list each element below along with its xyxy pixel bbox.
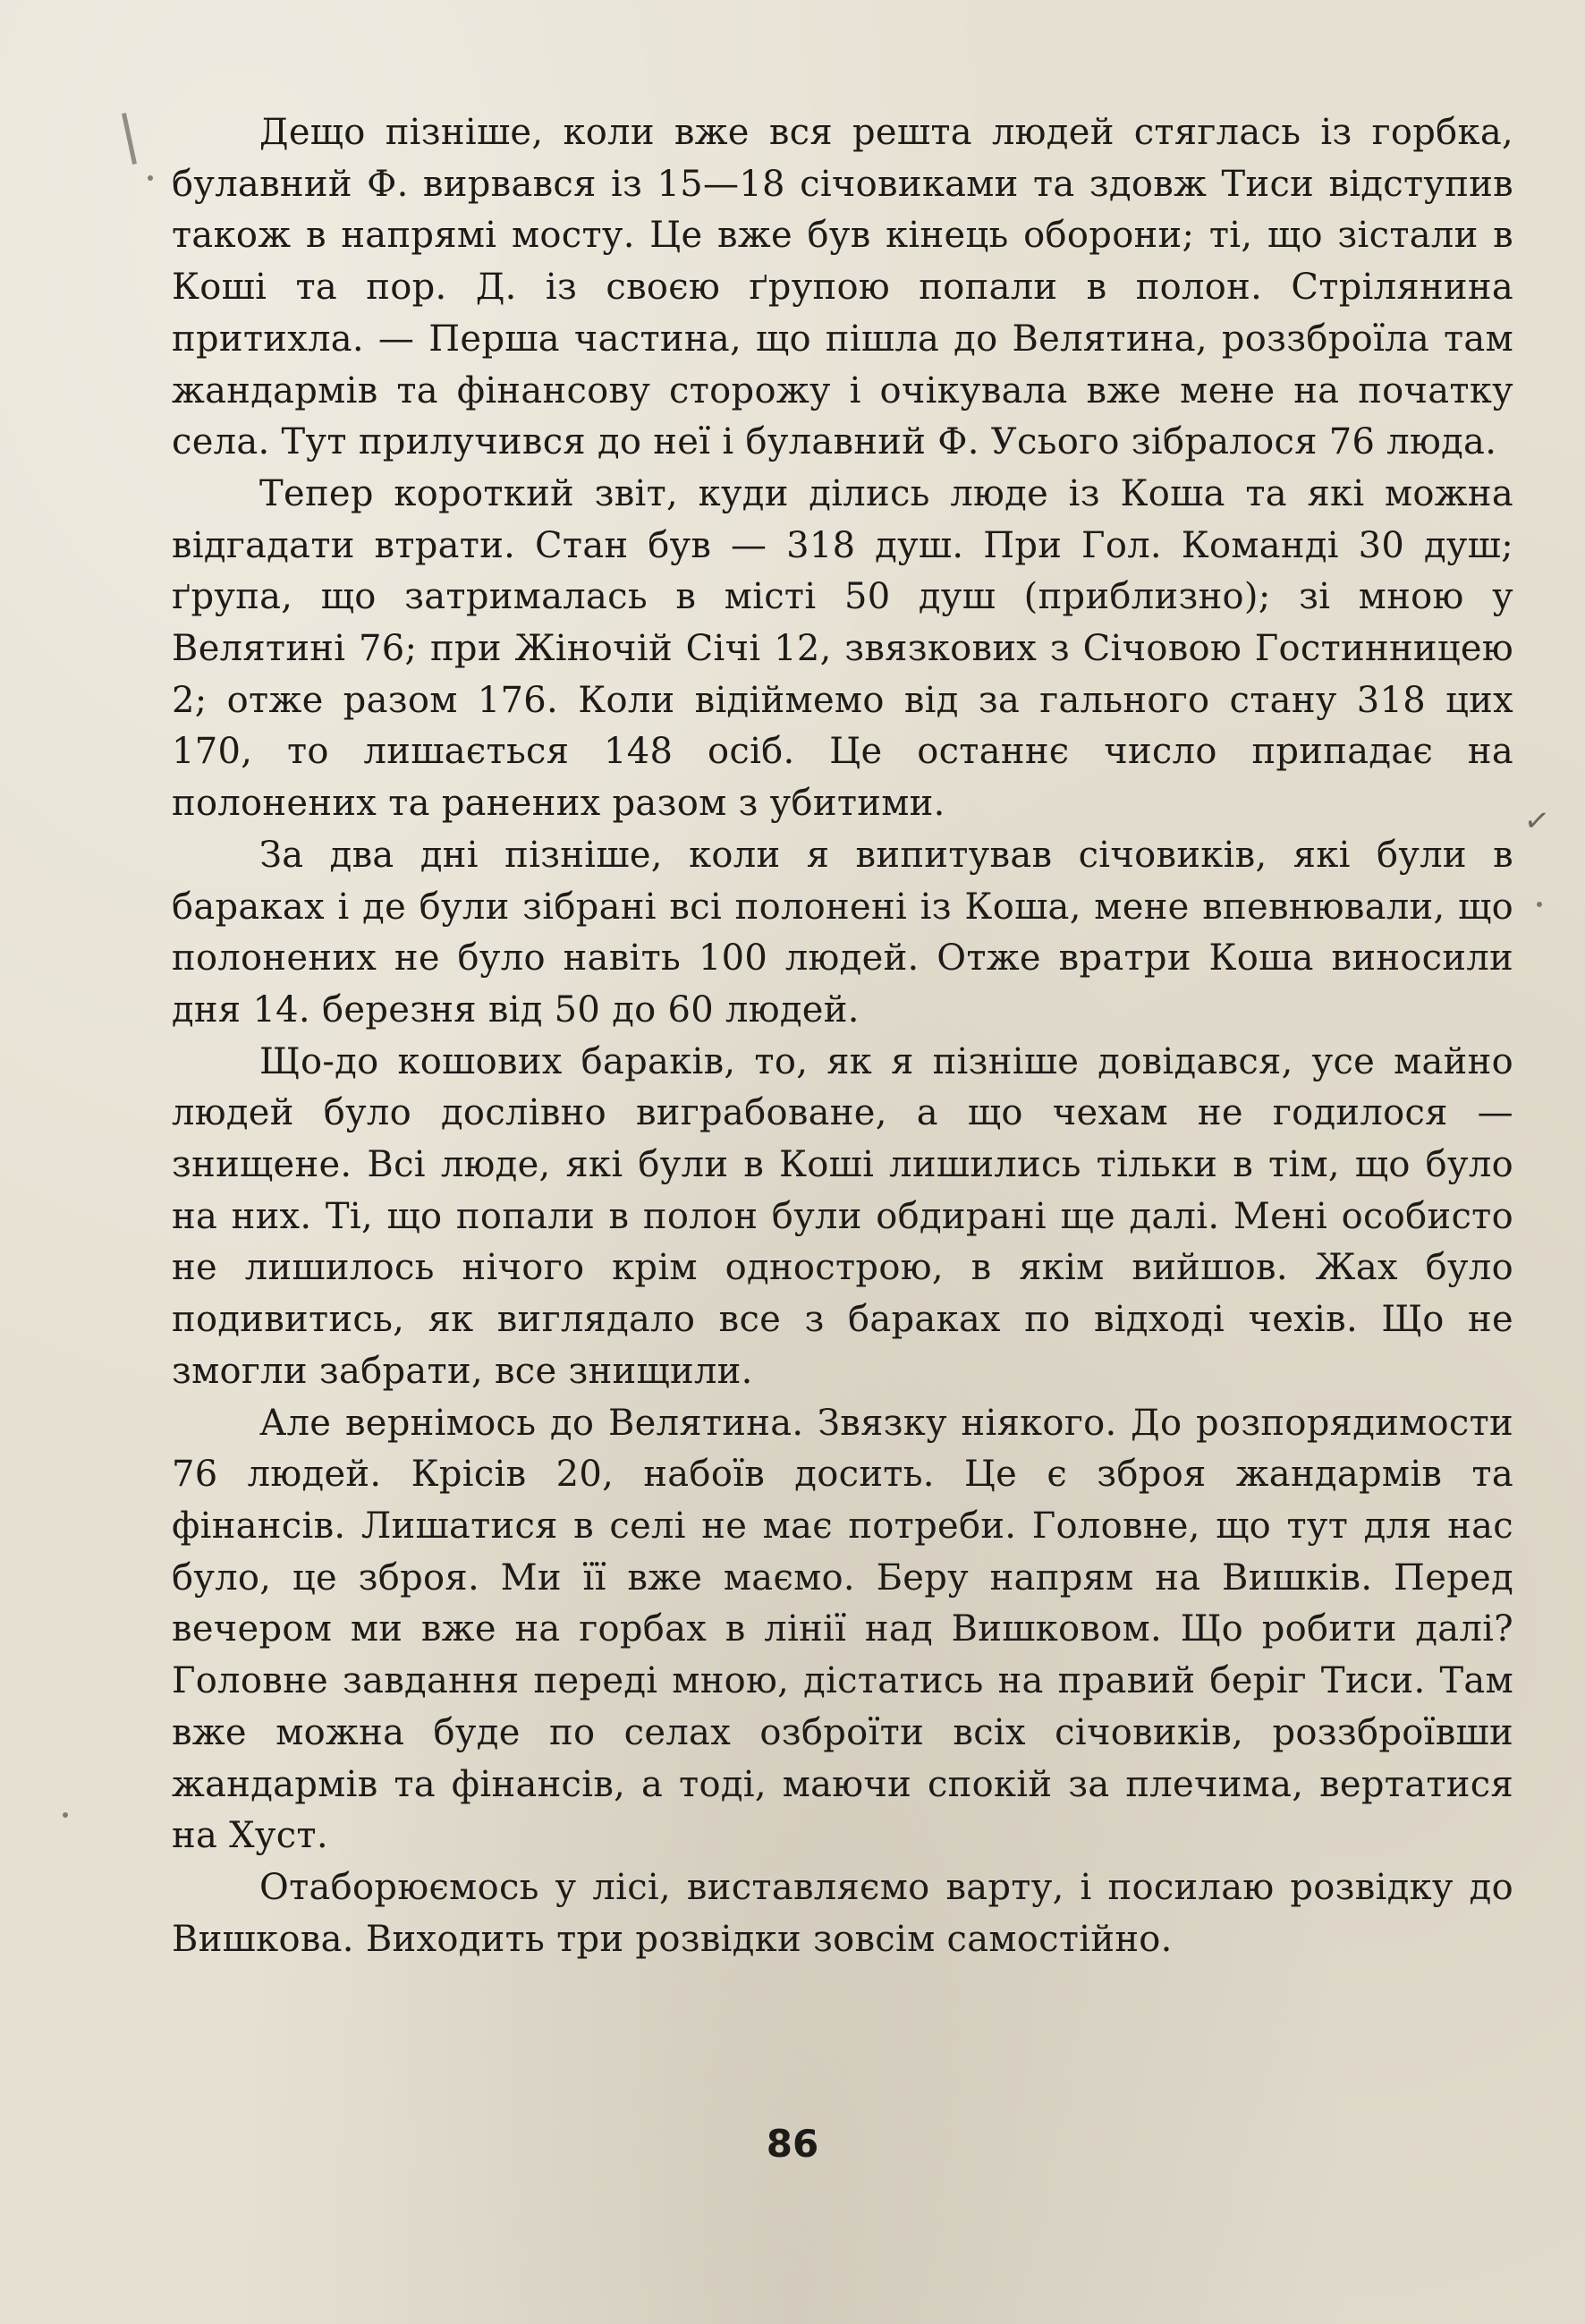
paragraph-3: За два дні пізніше, коли я випитував січовиків, які були в бараках і де були зібрані всі полонені із Коша, мене впевнювали, що полонених не було навіть 100 людей. Отже вратри Коша виносили дня 14. березня від 50 до 60 людей. [172,834,1513,1031]
margin-pencil-tick [122,113,137,165]
paragraph-6: Отаборюємось у лісі, виставляємо варту, і посилаю розвідку до Вишкова. Виходить три розвідки зовсім самостійно. [172,1866,1513,1960]
paragraph-4: Що-до кошових бараків, то, як я пізніше довідався, усе майно людей було дослівно виграбоване, а що чехам не годилося — знищене. Всі люде, які були в Коші лишились тільки в тім, що було на них. Ті, що попали в полон були обдирані ще далі. Мені особисто не лишилось нічого крім однострою, в якім вийшов. Жах було подивитись, як виглядало все з бараках по відході чехів. Що не змогли забрати, все знищили. [172,1040,1513,1392]
paragraph-5: Але вернімось до Велятина. Звязку ніякого. До розпорядимости 76 людей. Крісів 20, набоїв досить. Це є зброя жандармів та фінансів. Лишатися в селі не має потреби. Головне, що тут для нас було, це зброя. Ми її вже маємо. Беру напрям на Вишків. Перед вечером ми вже на горбах в лінії над Вишковом. Що робити далі? Головне завдання переді мною, дістатись на правий беріг Тиси. Там вже можна буде по селах озброїти всіх січовиків, роззброївши жандармів та фінансів, а тоді, маючи спокій за плечима, вертатися на Хуст. [172,1402,1513,1857]
paragraph-2: Тепер короткий звіт, куди ділись люде із Коша та які можна відгадати втрати. Стан був — 318 душ. При Гол. Команді 30 душ; ґрупа, що затрималась в місті 50 душ (приблизно); зі мною у Велятині 76; при Жіночій Січі 12, звязкових з Січовою Гостинницею 2; отже разом 176. Коли відіймемо від за гального стану 318 цих 170, то лишається 148 осіб. Це останнє число припадає на полонених та ранених разом з убитими. [172,472,1513,825]
paragraph-1: Дещо пізніше, коли вже вся решта людей стяглась із горбка, булавний Ф. вирвався із 15—18 січовиками та здовж Тиси відступив також в напрямі мосту. Це вже був кінець оборони; ті, що зістали в Коші та пор. Д. із своєю ґрупою попали в полон. Стрілянина притихла. — Перша частина, що пішла до Велятина, роззброїла там жандармів та фінансову сторожу і очікувала вже мене на початку села. Тут прилучився до неї і булавний Ф. Усього зібралося 76 люда. [172,112,1513,463]
page-number: 86 [766,2122,819,2166]
margin-speck [148,175,153,181]
margin-speck [1537,902,1542,907]
margin-speck [63,1812,68,1818]
margin-check-mark-icon: ✓ [1521,802,1553,841]
body-text [172,107,1513,1965]
